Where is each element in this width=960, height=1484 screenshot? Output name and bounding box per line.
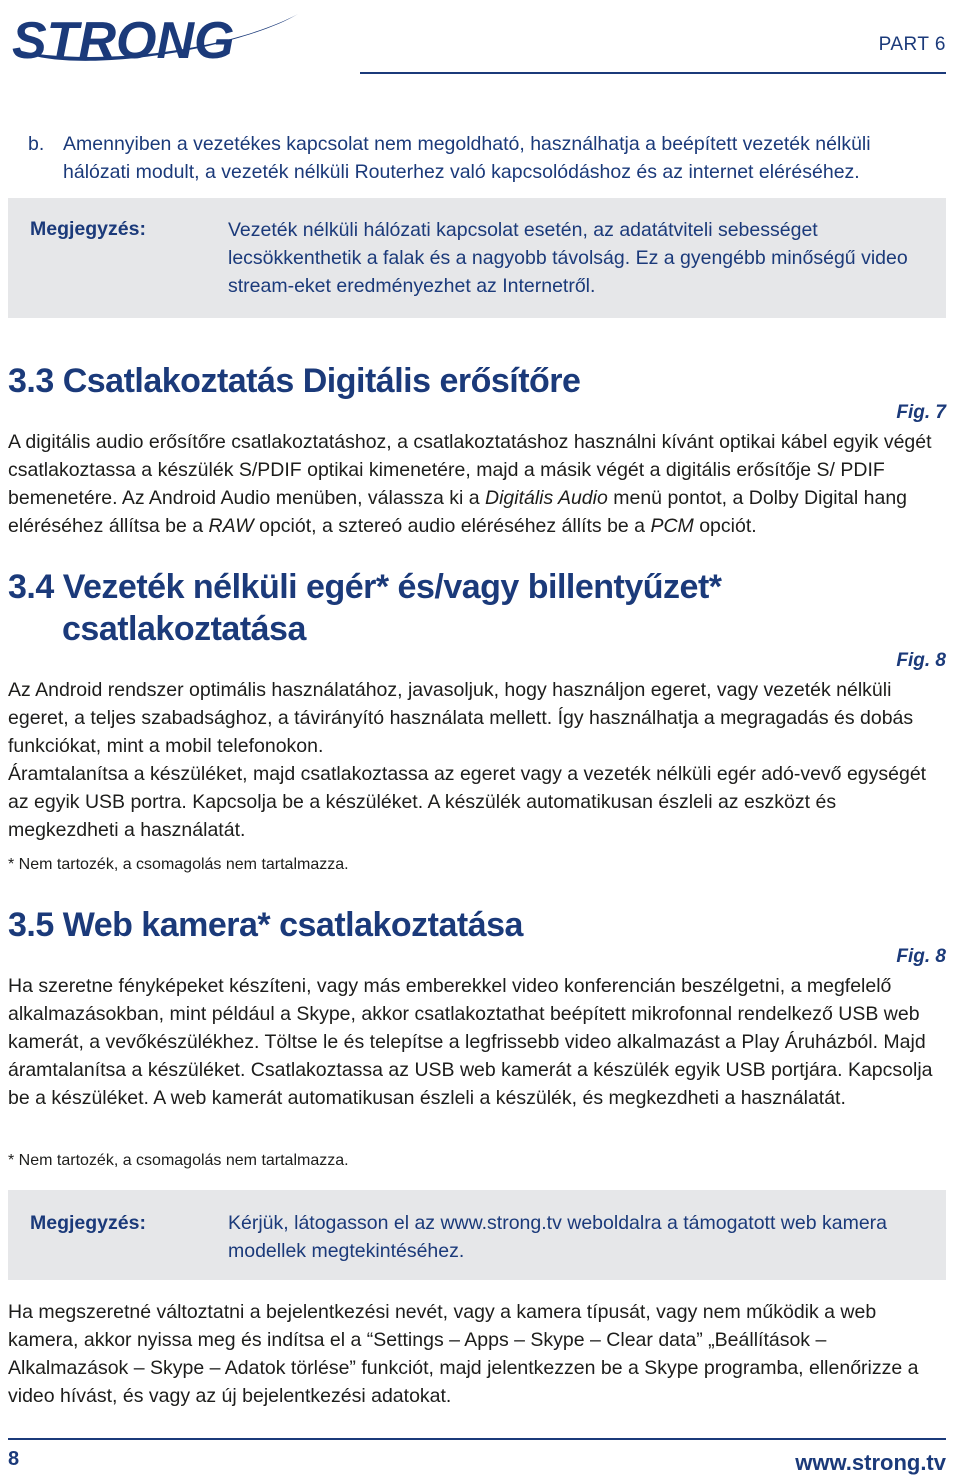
note-label: Megjegyzés: <box>30 1212 146 1234</box>
section-heading-3-3: 3.3 Csatlakoztatás Digitális erősítőre <box>8 362 581 400</box>
section-3-4-paragraph: Áramtalanítsa a készüléket, majd csatlakoztassa az egeret vagy a vezeték nélküli egér adó-vevő egységét az egyik USB portra. Kapcsolja be a készüléket. A készülék automatikusan észleli az eszközt és megkezdheti a használatát. <box>8 763 927 841</box>
footnote: * Nem tartozék, a csomagolás nem tartalmazza. <box>8 1152 349 1169</box>
svg-text:STRONG: STRONG <box>12 12 235 68</box>
step-marker: b. <box>28 133 45 155</box>
step-b <box>28 130 943 186</box>
heading-line: 3.4 Vezeték nélküli egér* és/vagy billentyűzet* <box>8 568 722 606</box>
strong-logo <box>8 6 308 68</box>
note-box <box>8 1190 946 1280</box>
page-number: 8 <box>8 1448 20 1470</box>
section-heading-3-5: 3.5 Web kamera* csatlakoztatása <box>8 906 523 944</box>
figure-reference: Fig. 8 <box>896 946 946 967</box>
section-3-4-paragraph: Az Android rendszer optimális használatához, javasoljuk, hogy használjon egeret, vagy vezeték nélküli egeret, a teljes szabadsághoz, a távirányító használata mellett. Így használhatja a megragadás és dobás funkciókat, mint a mobil telefonokon. <box>8 679 914 757</box>
part-label: PART 6 <box>878 34 946 55</box>
footer-rule <box>8 1438 946 1440</box>
heading-line: csatlakoztatása <box>62 610 306 648</box>
note-label: Megjegyzés: <box>30 218 146 240</box>
section-heading-3-4 <box>8 566 722 650</box>
header-rule <box>360 72 946 74</box>
section-3-3-paragraph: A digitális audio erősítőre csatlakoztatáshoz, a csatlakoztatáshoz használni kívánt optikai kábel egyik végét csatlakoztassa a készülék S/PDIF optikai kimenetére, majd a másik végét a digitális erősítője S/ PDIF bemenetére. Az Android Audio menüben, válassza ki a Digitális Audio menü pontot, a Dolby Digital hang eléréséhez állítsa be a RAW opciót, a sztereó audio eléréséhez állíts be a PCM opciót. <box>8 431 932 537</box>
footnote: * Nem tartozék, a csomagolás nem tartalmazza. <box>8 856 349 873</box>
figure-reference: Fig. 8 <box>896 650 946 671</box>
step-text: Amennyiben a vezetékes kapcsolat nem megoldható, használhatja a beépített vezeték nélküli hálózati modult, a vezeték nélküli Routerhez való kapcsolódáshoz és az internet eléréséhez. <box>63 133 871 183</box>
figure-reference: Fig. 7 <box>896 402 946 423</box>
website-link[interactable]: www.strong.tv <box>795 1450 946 1475</box>
note-text: Kérjük, látogasson el az www.strong.tv weboldalra a támogatott web kamera modellek megtekintéséhez. <box>228 1212 888 1262</box>
section-3-5-paragraph: Ha szeretne fényképeket készíteni, vagy más emberekkel video konferencián beszélgetni, a megfelelő alkalmazásokban, mint például a Skype, akkor csatlakoztathat beépített mikrofonnal rendelkező USB web kamerát, a vevőkészülékhez. Töltse le és telepítse a legfrissebb video alkalmazást a Play Áruházból. Majd áramtalanítsa a készüléket. Csatlakoztassa az USB web kamerát a készülék egyik USB portjára. Kapcsolja be a készüléket. A web kamerát automatikusan észleli a készülék, és megkezdheti a használatát. <box>8 975 933 1109</box>
final-paragraph: Ha megszeretné változtatni a bejelentkezési nevét, vagy a kamera típusát, vagy nem működik a web kamera, akkor nyissa meg és indítsa el a “Settings – Apps – Skype – Clear data” „Beállítások – Alkalmazások – Skype – Adatok törlése” funkciót, majd jelentkezzen be a Skype programba, ellenőrizze a video hívást, és vagy az új bejelentkezési adatokat. <box>8 1301 919 1407</box>
note-box <box>8 198 946 318</box>
note-text: Vezeték nélküli hálózati kapcsolat esetén, az adatátviteli sebességet lecsökkenthetik a falak és a nagyobb távolság. Ez a gyengébb minőségű video stream-eket eredményezhet az Internetről. <box>228 219 908 297</box>
